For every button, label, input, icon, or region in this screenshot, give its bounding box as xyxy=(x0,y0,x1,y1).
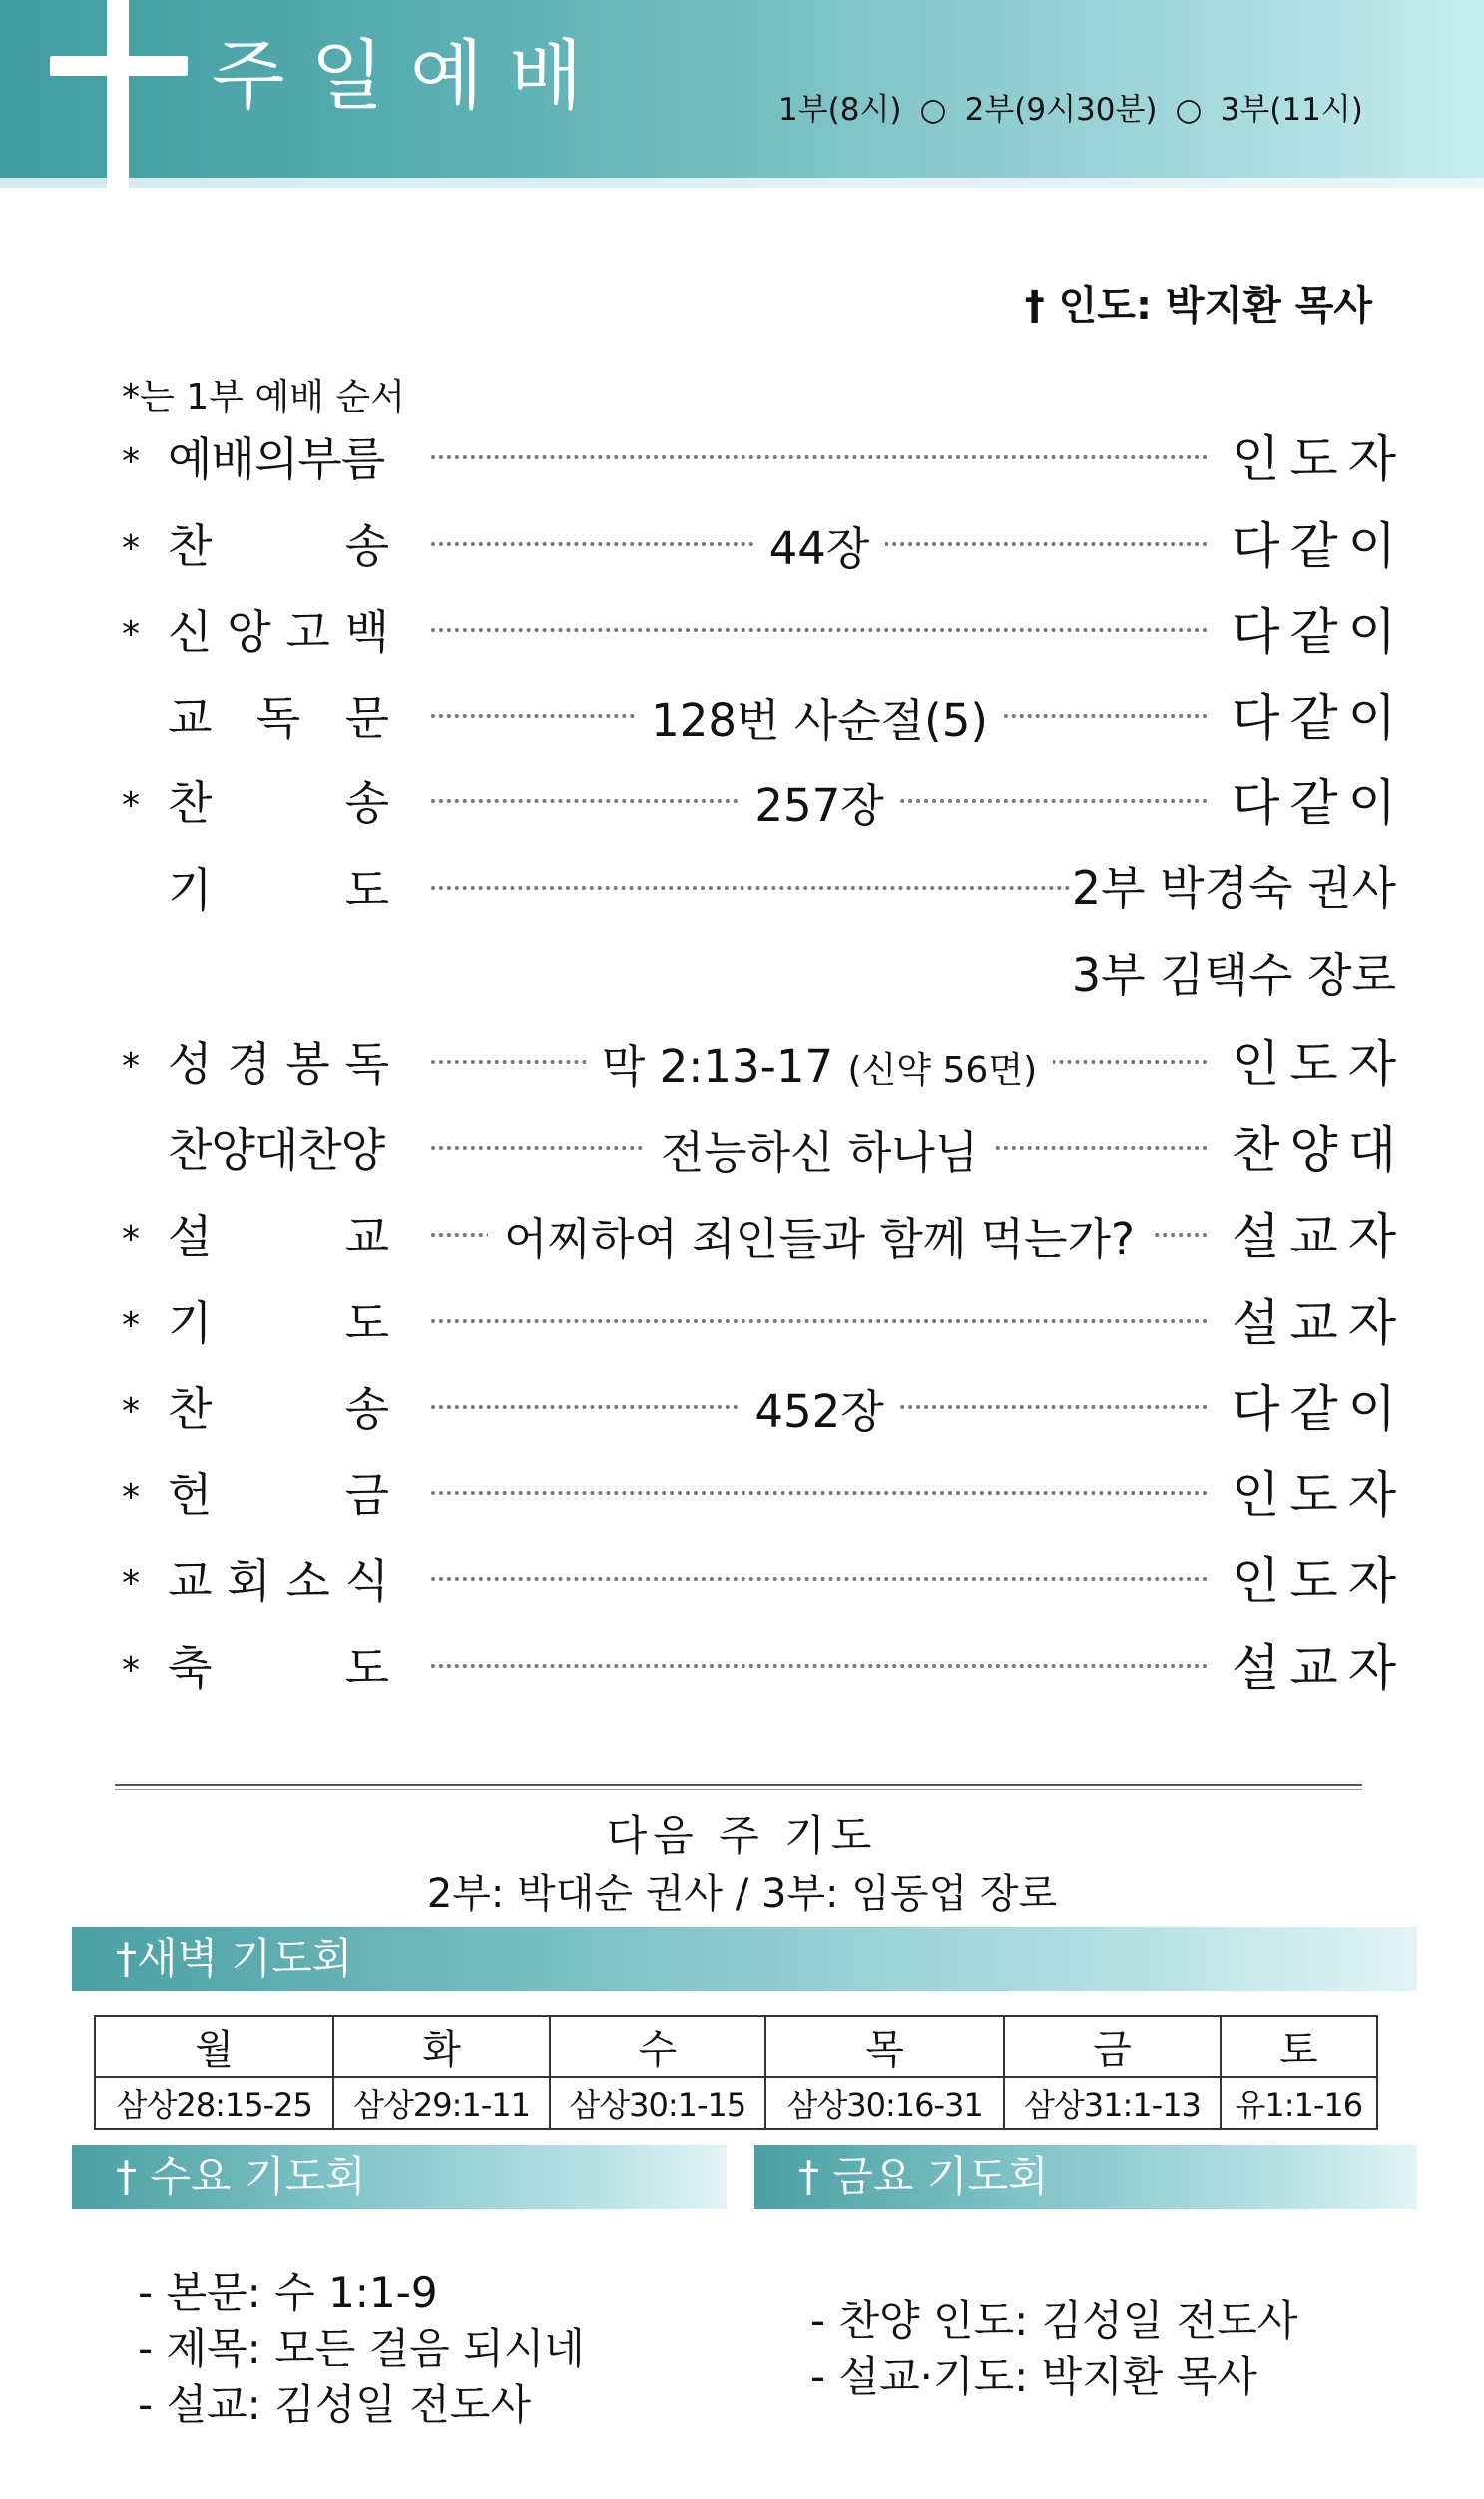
order-performer: 다같이 xyxy=(1232,517,1406,575)
order-label: 기 도 xyxy=(168,1296,389,1350)
friday-prayer-list xyxy=(810,2293,1297,2405)
day-mon: 월 xyxy=(95,2016,333,2077)
order-detail xyxy=(431,1116,1208,1181)
wednesday-prayer-header xyxy=(72,2145,727,2209)
divider xyxy=(115,1789,1362,1790)
order-detail xyxy=(431,684,1208,749)
passage-mon: 삼상28:15-25 xyxy=(95,2077,333,2129)
order-detail-text xyxy=(488,1213,1151,1265)
order-detail xyxy=(431,512,1208,577)
order-detail xyxy=(431,1203,1208,1267)
page-title: 주일예배 xyxy=(212,31,609,120)
order-label: 찬 송 xyxy=(168,776,389,830)
order-performer: 3부 김택수 장로 xyxy=(1071,948,1396,1002)
order-row xyxy=(0,1108,1484,1178)
list-item: - 제목: 모든 걸음 되시네 xyxy=(138,2324,585,2373)
order-label: 찬 송 xyxy=(168,519,389,573)
order-row xyxy=(0,417,1484,487)
order-label: 헌 금 xyxy=(168,1468,389,1522)
worship-leader: † 인도: 박지환 목사 xyxy=(1024,283,1372,329)
service-times xyxy=(778,92,1363,128)
list-item: - 설교: 김성일 전도사 xyxy=(138,2380,531,2429)
wednesday-prayer-list xyxy=(138,2265,585,2433)
order-label: 교 회 소 식 xyxy=(168,1554,389,1608)
order-detail xyxy=(431,1375,1208,1440)
row-marker: * xyxy=(122,1563,140,1604)
order-performer: 다같이 xyxy=(1232,603,1406,661)
separator: ○ xyxy=(1175,92,1203,128)
passage-fri: 삼상31:1-13 xyxy=(1004,2077,1220,2129)
order-detail-main: 128번 사순절(5) xyxy=(651,694,988,747)
order-detail-text xyxy=(739,1385,899,1438)
dot-leader xyxy=(431,628,1208,632)
order-row xyxy=(0,1367,1484,1437)
day-fri: 금 xyxy=(1004,2016,1220,2077)
cross-icon-bar xyxy=(50,56,188,76)
order-performer: 인도자 xyxy=(1232,1552,1406,1610)
dawn-prayer-table xyxy=(94,2015,1378,2130)
friday-prayer-header xyxy=(754,2145,1417,2209)
next-week-names: 2부: 박대순 권사 / 3부: 임동업 장로 xyxy=(426,1871,1058,1917)
row-marker: * xyxy=(122,1305,140,1346)
order-row xyxy=(0,1022,1484,1092)
order-detail xyxy=(431,1030,1208,1095)
dot-leader xyxy=(431,1664,1208,1668)
order-performer: 인도자 xyxy=(1232,430,1406,488)
order-row xyxy=(0,1281,1484,1351)
dot-leader xyxy=(431,1319,1208,1323)
order-row xyxy=(0,676,1484,746)
order-label: 신 앙 고 백 xyxy=(168,605,389,659)
order-performer: 인도자 xyxy=(1232,1466,1406,1524)
dot-leader xyxy=(431,1577,1208,1581)
passage-thu: 삼상30:16-31 xyxy=(765,2077,1004,2129)
order-row xyxy=(0,761,1484,831)
order-label: 기 도 xyxy=(168,863,389,917)
service-time-1: 1부(8시) xyxy=(778,92,902,128)
order-detail-main: 막 2:13-17 xyxy=(601,1040,834,1093)
order-detail-main: 452장 xyxy=(754,1385,884,1438)
dot-leader xyxy=(431,886,1070,890)
order-label: 설 교 xyxy=(168,1210,389,1263)
row-marker: * xyxy=(122,441,140,482)
order-note: *는 1부 예배 순서 xyxy=(122,377,405,418)
day-tue: 화 xyxy=(333,2016,549,2077)
order-performer: 2부 박경숙 권사 xyxy=(1071,861,1396,915)
passage-tue: 삼상29:1-11 xyxy=(333,2077,549,2129)
row-marker: * xyxy=(122,1219,140,1259)
dawn-prayer-title: †새벽 기도회 xyxy=(116,1934,353,1983)
order-detail xyxy=(431,769,1208,834)
order-detail-text xyxy=(739,779,899,832)
day-thu: 목 xyxy=(765,2016,1004,2077)
order-label: 교 독 문 xyxy=(168,691,389,745)
order-row xyxy=(0,1626,1484,1696)
divider xyxy=(115,1784,1362,1786)
order-performer: 인도자 xyxy=(1232,1035,1406,1093)
order-detail-text xyxy=(645,1126,995,1179)
row-marker: * xyxy=(122,1391,140,1432)
order-label: 찬 송 xyxy=(168,1382,389,1436)
wednesday-prayer-title: † 수요 기도회 xyxy=(116,2152,366,2201)
order-performer: 다같이 xyxy=(1232,774,1406,832)
order-performer: 설교자 xyxy=(1232,1639,1406,1697)
order-performer: 다같이 xyxy=(1232,689,1406,747)
order-row xyxy=(0,1539,1484,1609)
order-performer: 다같이 xyxy=(1232,1380,1406,1438)
order-label: 축 도 xyxy=(168,1641,389,1695)
passage-wed: 삼상30:1-15 xyxy=(550,2077,765,2129)
table-row xyxy=(95,2077,1377,2129)
order-label: 성 경 봉 독 xyxy=(168,1037,389,1091)
order-detail-text xyxy=(586,1040,1053,1093)
dot-leader xyxy=(431,455,1208,459)
separator: ○ xyxy=(919,92,947,128)
order-performer: 설교자 xyxy=(1232,1294,1406,1352)
row-marker: * xyxy=(122,1650,140,1691)
order-detail-main: 257장 xyxy=(754,779,884,832)
next-week-title: 다음 주 기도 xyxy=(606,1811,878,1860)
order-label: 예배의부름 xyxy=(168,432,385,486)
order-performer: 설교자 xyxy=(1232,1208,1406,1265)
order-row-continued xyxy=(0,935,1484,1005)
order-row xyxy=(0,1195,1484,1264)
order-detail-main: 전능하신 하나님 xyxy=(660,1126,979,1179)
dot-leader xyxy=(431,1491,1208,1495)
order-detail-main: 44장 xyxy=(768,522,870,575)
passage-sat: 유1:1-16 xyxy=(1221,2077,1377,2129)
dawn-prayer-header xyxy=(72,1927,1417,1991)
row-marker: * xyxy=(122,528,140,569)
table-header-row xyxy=(95,2016,1377,2077)
header-strip xyxy=(0,178,1484,188)
list-item: - 찬양 인도: 김성일 전도사 xyxy=(810,2296,1298,2345)
friday-prayer-title: † 금요 기도회 xyxy=(798,2152,1049,2201)
list-item: - 본문: 수 1:1-9 xyxy=(138,2268,438,2317)
day-sat: 토 xyxy=(1221,2016,1377,2077)
order-row xyxy=(0,590,1484,660)
cross-icon xyxy=(107,0,129,190)
list-item: - 설교·기도: 박지환 목사 xyxy=(810,2352,1257,2401)
row-marker: * xyxy=(122,1477,140,1518)
order-row xyxy=(0,504,1484,574)
service-time-2: 2부(9시30분) xyxy=(964,92,1158,128)
service-time-3: 3부(11시) xyxy=(1220,92,1363,128)
order-detail-note: (신약 56면) xyxy=(847,1050,1038,1091)
order-detail-text xyxy=(635,694,1004,747)
order-performer: 찬양대 xyxy=(1232,1121,1406,1179)
day-wed: 수 xyxy=(550,2016,765,2077)
order-row xyxy=(0,848,1484,918)
order-detail-text xyxy=(753,522,886,575)
order-detail-main: 어찌하여 죄인들과 함께 먹는가? xyxy=(504,1213,1135,1265)
order-label: 찬양대찬양 xyxy=(168,1123,385,1177)
row-marker: * xyxy=(122,614,140,655)
row-marker: * xyxy=(122,785,140,826)
row-marker: * xyxy=(122,1046,140,1087)
order-row xyxy=(0,1453,1484,1523)
